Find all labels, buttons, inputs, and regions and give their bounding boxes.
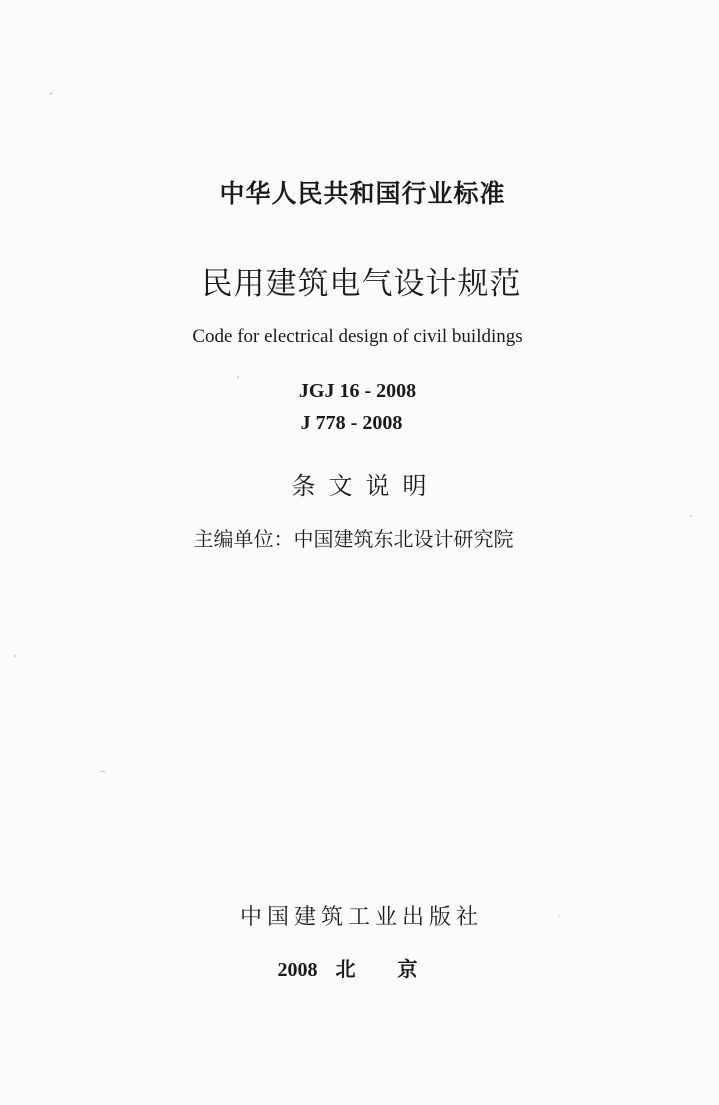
document-title-chinese: 民用建筑电气设计规范 (201, 266, 522, 302)
chief-compiler-unit: 主编单位：中国建筑东北设计研究院 (193, 527, 514, 551)
scan-speck (100, 771, 106, 772)
publisher-name: 中国建筑工业出版社 (239, 905, 483, 930)
scan-speck (558, 915, 561, 916)
publication-year-city (0, 953, 707, 982)
publication-year: 2008 (277, 959, 318, 981)
standard-code-secondary: J 778 - 2008 (300, 412, 403, 434)
scan-speck (50, 92, 52, 95)
standard-code-primary: JGJ 16 - 2008 (298, 380, 417, 402)
scan-speck (690, 515, 692, 517)
publication-city-part1: 北 (335, 957, 356, 981)
scan-speck (14, 655, 16, 657)
publication-city-part2: 京 (397, 957, 418, 981)
document-type-label: 条文说明 (291, 472, 440, 500)
document-title-english: Code for electrical design of civil buildings (192, 326, 523, 347)
scan-speck (237, 376, 239, 378)
standard-category-heading: 中华人民共和国行业标准 (219, 179, 506, 208)
